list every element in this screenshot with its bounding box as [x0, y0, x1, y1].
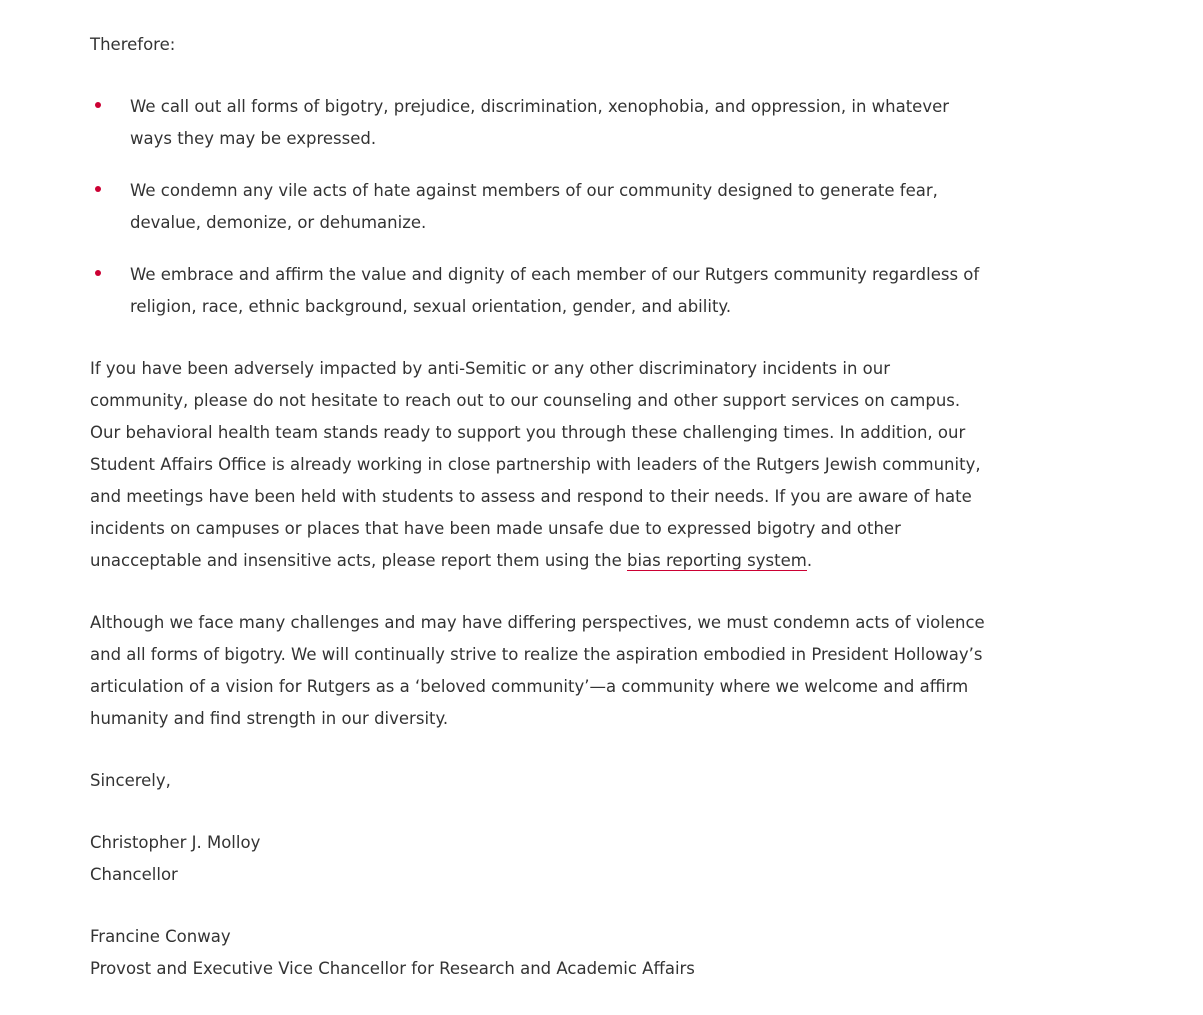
list-item-text: We embrace and affirm the value and dignity of each member of our Rutgers community regardless of religion, race, ethnic background, sexual orientation, gender, and ability. — [130, 265, 980, 316]
bullet-dot-icon — [95, 186, 101, 192]
sign-off: Sincerely, — [90, 771, 171, 790]
list-item — [90, 259, 990, 323]
support-paragraph — [90, 353, 990, 577]
list-item-text: We call out all forms of bigotry, prejudice, discrimination, xenophobia, and oppression, in whatever ways they may be expressed. — [130, 97, 950, 148]
bullet-dot-icon — [95, 102, 101, 108]
commitments-list — [90, 91, 990, 323]
support-text: If you have been adversely impacted by anti-Semitic or any other discriminatory incidents in our community, please do not hesitate to reach out to our counseling and other support services on campus. Our behavioral health team stands ready to support you through these challenging times. In addition, our Student Affairs Office is already working in close partnership with leaders of the Rutgers Jewish community, and meetings have been held with students to assess and respond to their needs. If you are aware of hate incidents on campuses or places that have been made unsafe due to expressed bigotry and other unacceptable and insensitive acts, please report them using the — [90, 359, 981, 570]
closing-paragraph: Although we face many challenges and may have differing perspectives, we must condemn acts of violence and all forms of bigotry. We will continually strive to realize the aspiration embodied in President Holloway’s articulation of a vision for Rutgers as a ‘beloved community’—a community where we welcome and affirm humanity and find strength in our diversity. — [90, 613, 985, 728]
list-item-text: We condemn any vile acts of hate against members of our community designed to generate fear, devalue, demonize, or dehumanize. — [130, 181, 938, 232]
signature-provost — [90, 921, 990, 985]
bias-reporting-link[interactable]: bias reporting system — [626, 551, 807, 570]
signatory-title: Provost and Executive Vice Chancellor for Research and Academic Affairs — [90, 959, 695, 978]
support-text-end: . — [806, 551, 813, 570]
letter-body — [90, 29, 990, 1015]
signature-chancellor — [90, 827, 990, 891]
signatory-name: Francine Conway — [90, 927, 231, 946]
list-item — [90, 91, 990, 155]
signatory-name: Christopher J. Molloy — [90, 833, 261, 852]
intro-text: Therefore: — [90, 35, 176, 54]
signatory-title: Chancellor — [90, 865, 178, 884]
bullet-dot-icon — [95, 270, 101, 276]
list-item — [90, 175, 990, 239]
